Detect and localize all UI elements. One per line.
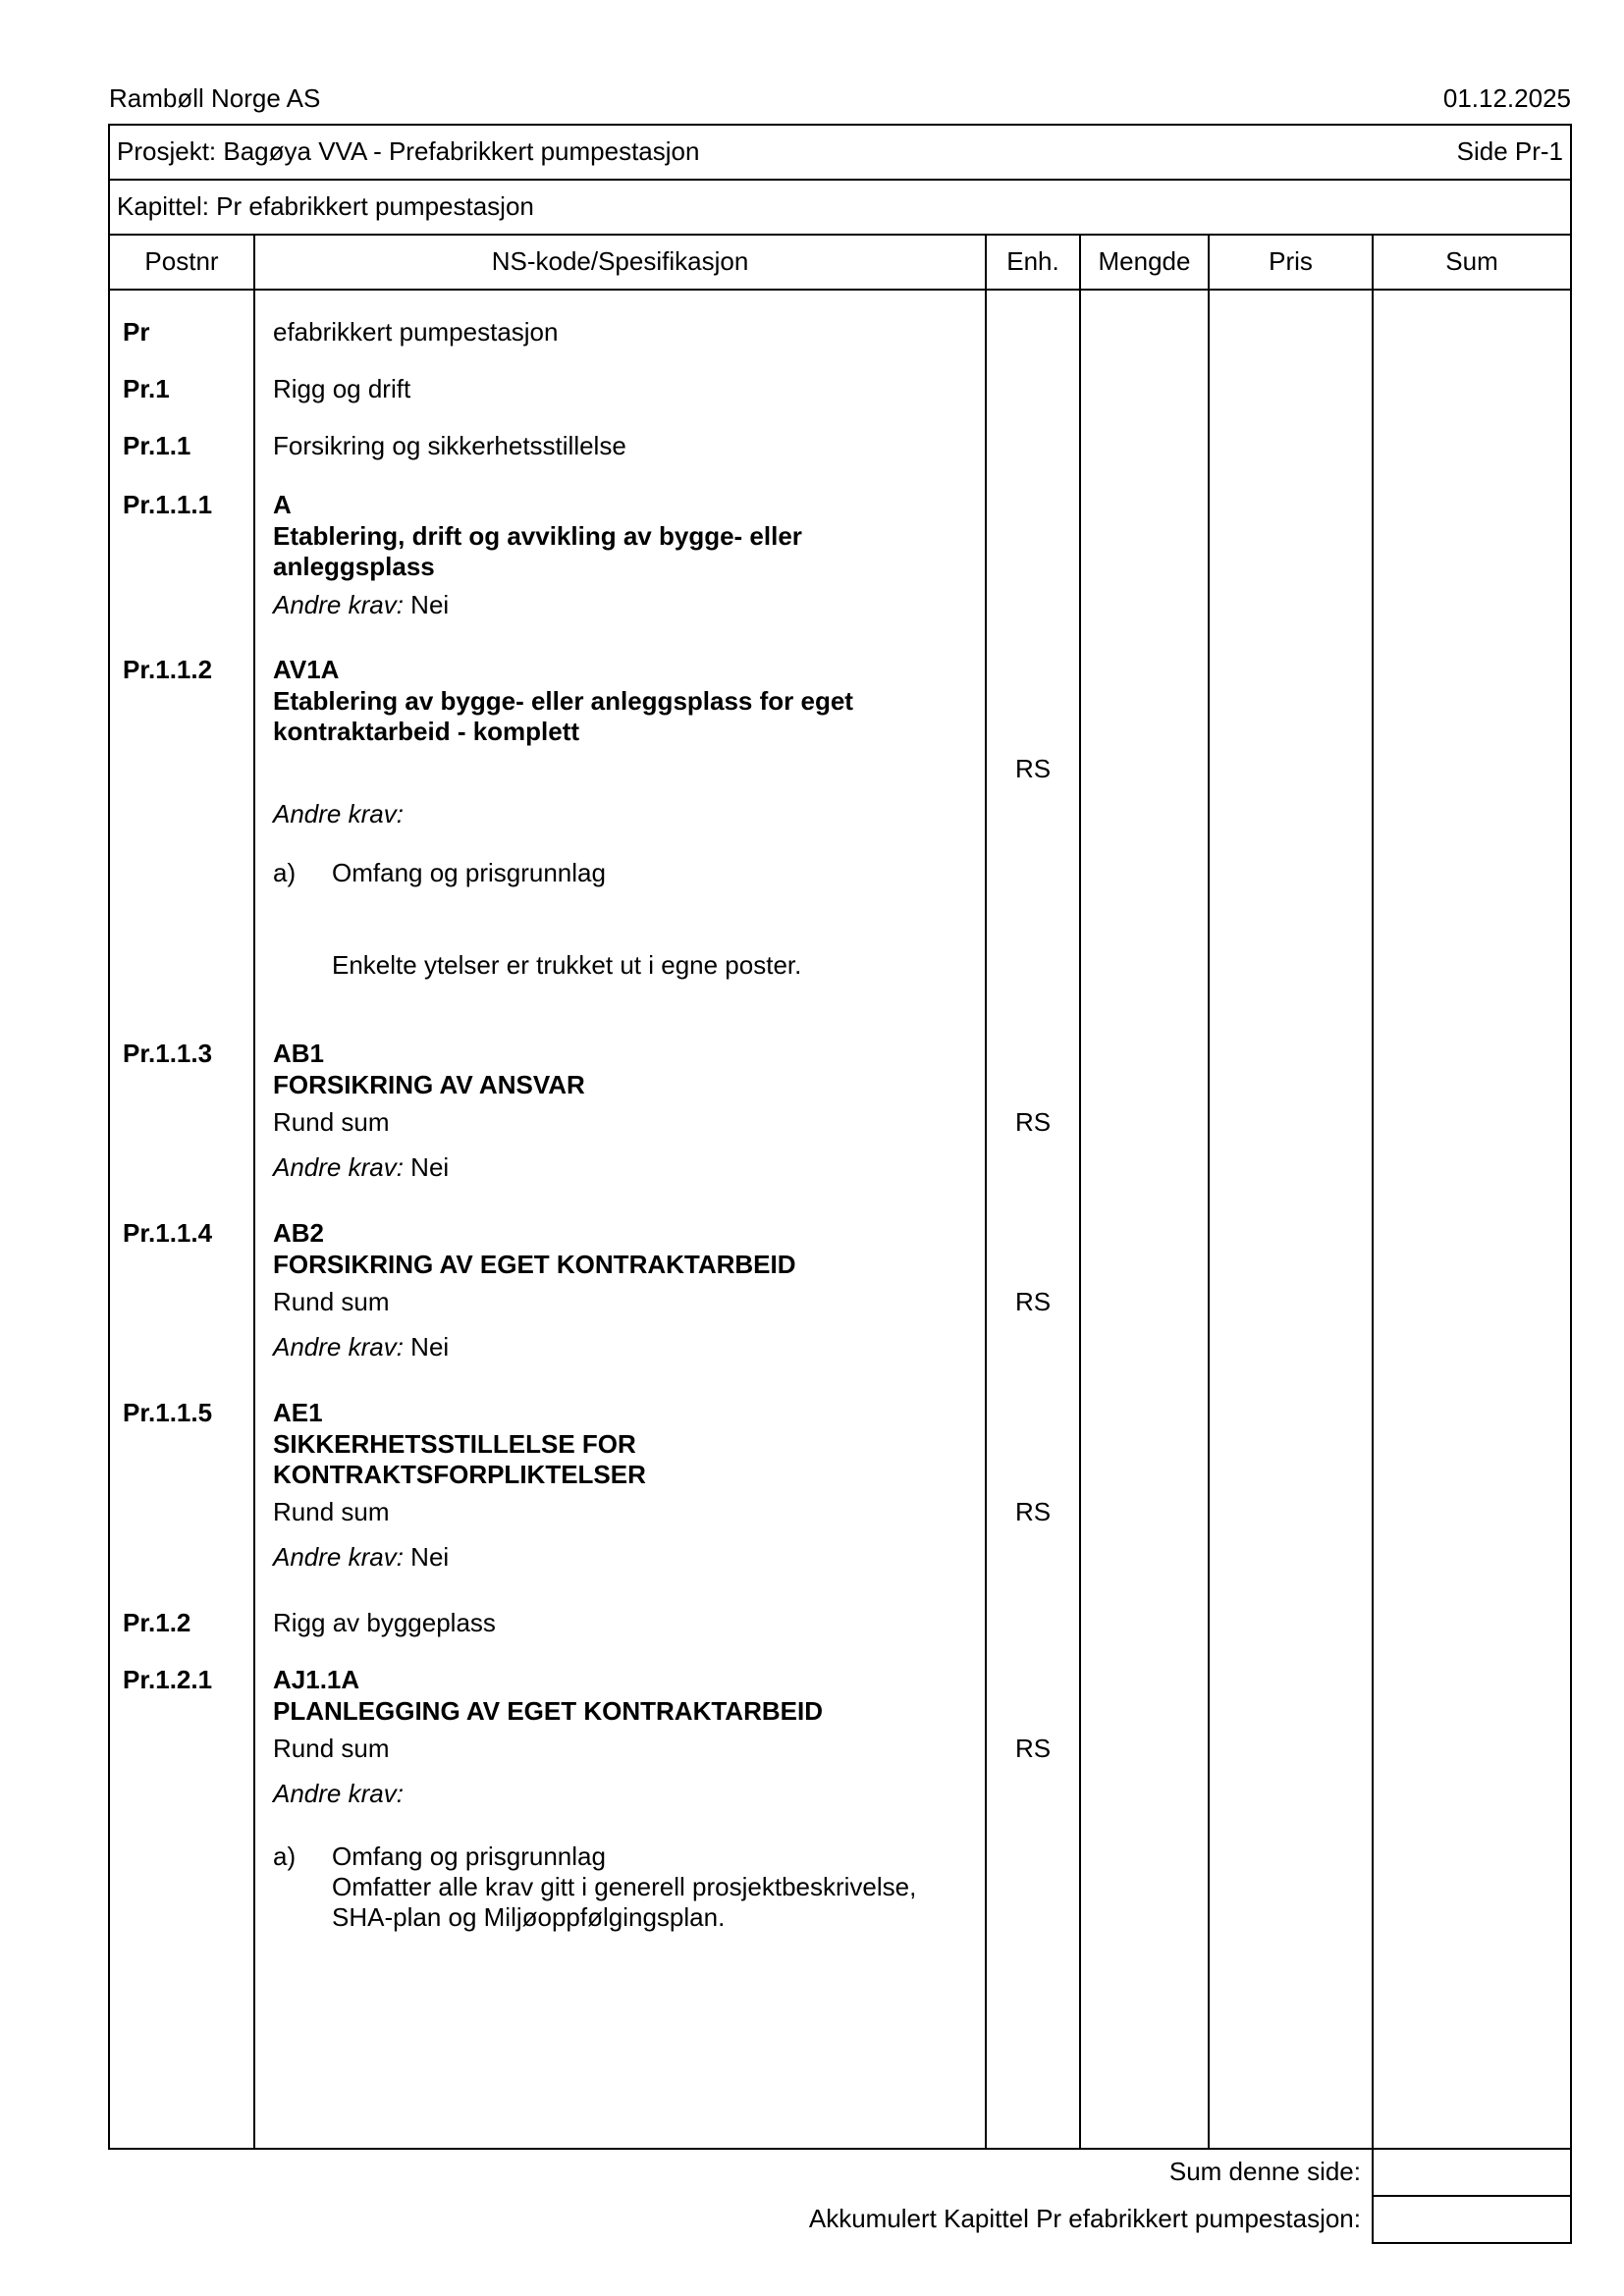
ns-code-ae1: AE1 [273,1398,323,1427]
rund-sum: Rund sum [273,1287,390,1316]
chapter-title: Kapittel: Pr efabrikkert pumpestasjon [117,191,534,221]
andre-krav: Andre krav: Nei [273,590,450,619]
col-header-postnr: Postnr [144,246,219,276]
rund-sum: Rund sum [273,1107,390,1137]
item-title-line1: Etablering, drift og avvikling av bygge- eller [273,521,802,551]
list-item-title: Omfang og prisgrunnlag [332,858,606,887]
col-header-spec: NS-kode/Spesifikasjon [491,246,749,276]
postnr-pr-1-1-5: Pr.1.1.5 [123,1398,213,1427]
postnr-pr-1-2-1: Pr.1.2.1 [123,1665,213,1694]
row-text-pr-1: Rigg og drift [273,374,411,403]
list-letter: a) [273,858,297,887]
ns-code-aj1-1a: AJ1.1A [273,1665,360,1694]
col-header-unit: Enh. [1006,246,1059,276]
item-title-line1: Etablering av bygge- eller anleggsplass for eget [273,686,853,716]
list-item-text-line1: Omfatter alle krav gitt i generell prosjektbeskrivelse, [332,1872,917,1901]
item-title-line2: kontraktarbeid - komplett [273,717,580,746]
postnr-pr-1-1: Pr.1.1 [123,431,191,460]
postnr-pr-1-1-1: Pr.1.1.1 [123,490,213,519]
andre-krav: Andre krav: [273,799,404,828]
document-date: 01.12.2025 [1442,83,1571,113]
unit-cell: RS [1014,1734,1052,1763]
rund-sum: Rund sum [273,1497,390,1526]
item-title-line1: SIKKERHETSSTILLELSE FOR [273,1429,636,1459]
postnr-pr: Pr [123,317,150,347]
unit-cell: RS [1014,1107,1052,1137]
postnr-pr-1-1-2: Pr.1.1.2 [123,655,213,684]
col-header-price: Pris [1269,246,1313,276]
unit-cell: RS [1014,1287,1052,1316]
row-text-pr: efabrikkert pumpestasjon [273,317,559,347]
item-title-line2: anleggsplass [273,552,435,581]
sum-page-label: Sum denne side: [1168,2157,1361,2186]
item-title-line1: FORSIKRING AV ANSVAR [273,1070,585,1099]
list-item-text-line2: SHA-plan og Miljøoppfølgingsplan. [332,1902,726,1932]
unit-cell: RS [1014,1497,1052,1526]
row-text-pr-1-2: Rigg av byggeplass [273,1608,496,1637]
ns-code-av1a: AV1A [273,655,340,684]
andre-krav: Andre krav: Nei [273,1542,450,1572]
ns-code-ab1: AB1 [273,1039,325,1068]
unit-cell: RS [1014,754,1052,783]
page-number: Side Pr-1 [1456,136,1563,166]
andre-krav: Andre krav: Nei [273,1152,450,1182]
rund-sum: Rund sum [273,1734,390,1763]
postnr-pr-1: Pr.1 [123,374,170,403]
list-item-text: Enkelte ytelser er trukket ut i egne poster. [332,950,802,980]
project-title: Prosjekt: Bagøya VVA - Prefabrikkert pumpestasjon [117,136,700,166]
list-letter: a) [273,1842,297,1871]
col-header-sum: Sum [1445,246,1498,276]
ns-code-ab2: AB2 [273,1218,325,1248]
andre-krav: Andre krav: [273,1779,404,1808]
ns-code-a: A [273,490,292,519]
item-title-line1: FORSIKRING AV EGET KONTRAKTARBEID [273,1250,796,1279]
row-text-pr-1-1: Forsikring og sikkerhetsstillelse [273,431,626,460]
list-item-title: Omfang og prisgrunnlag [332,1842,606,1871]
postnr-pr-1-1-4: Pr.1.1.4 [123,1218,213,1248]
andre-krav: Andre krav: Nei [273,1332,450,1362]
col-header-qty: Mengde [1098,246,1191,276]
postnr-pr-1-1-3: Pr.1.1.3 [123,1039,213,1068]
item-title-line1: PLANLEGGING AV EGET KONTRAKTARBEID [273,1696,823,1726]
accumulated-label: Akkumulert Kapittel Pr efabrikkert pumpestasjon: [808,2204,1361,2233]
item-title-line2: KONTRAKTSFORPLIKTELSER [273,1460,646,1489]
company-name: Rambøll Norge AS [109,83,321,113]
postnr-pr-1-2: Pr.1.2 [123,1608,191,1637]
